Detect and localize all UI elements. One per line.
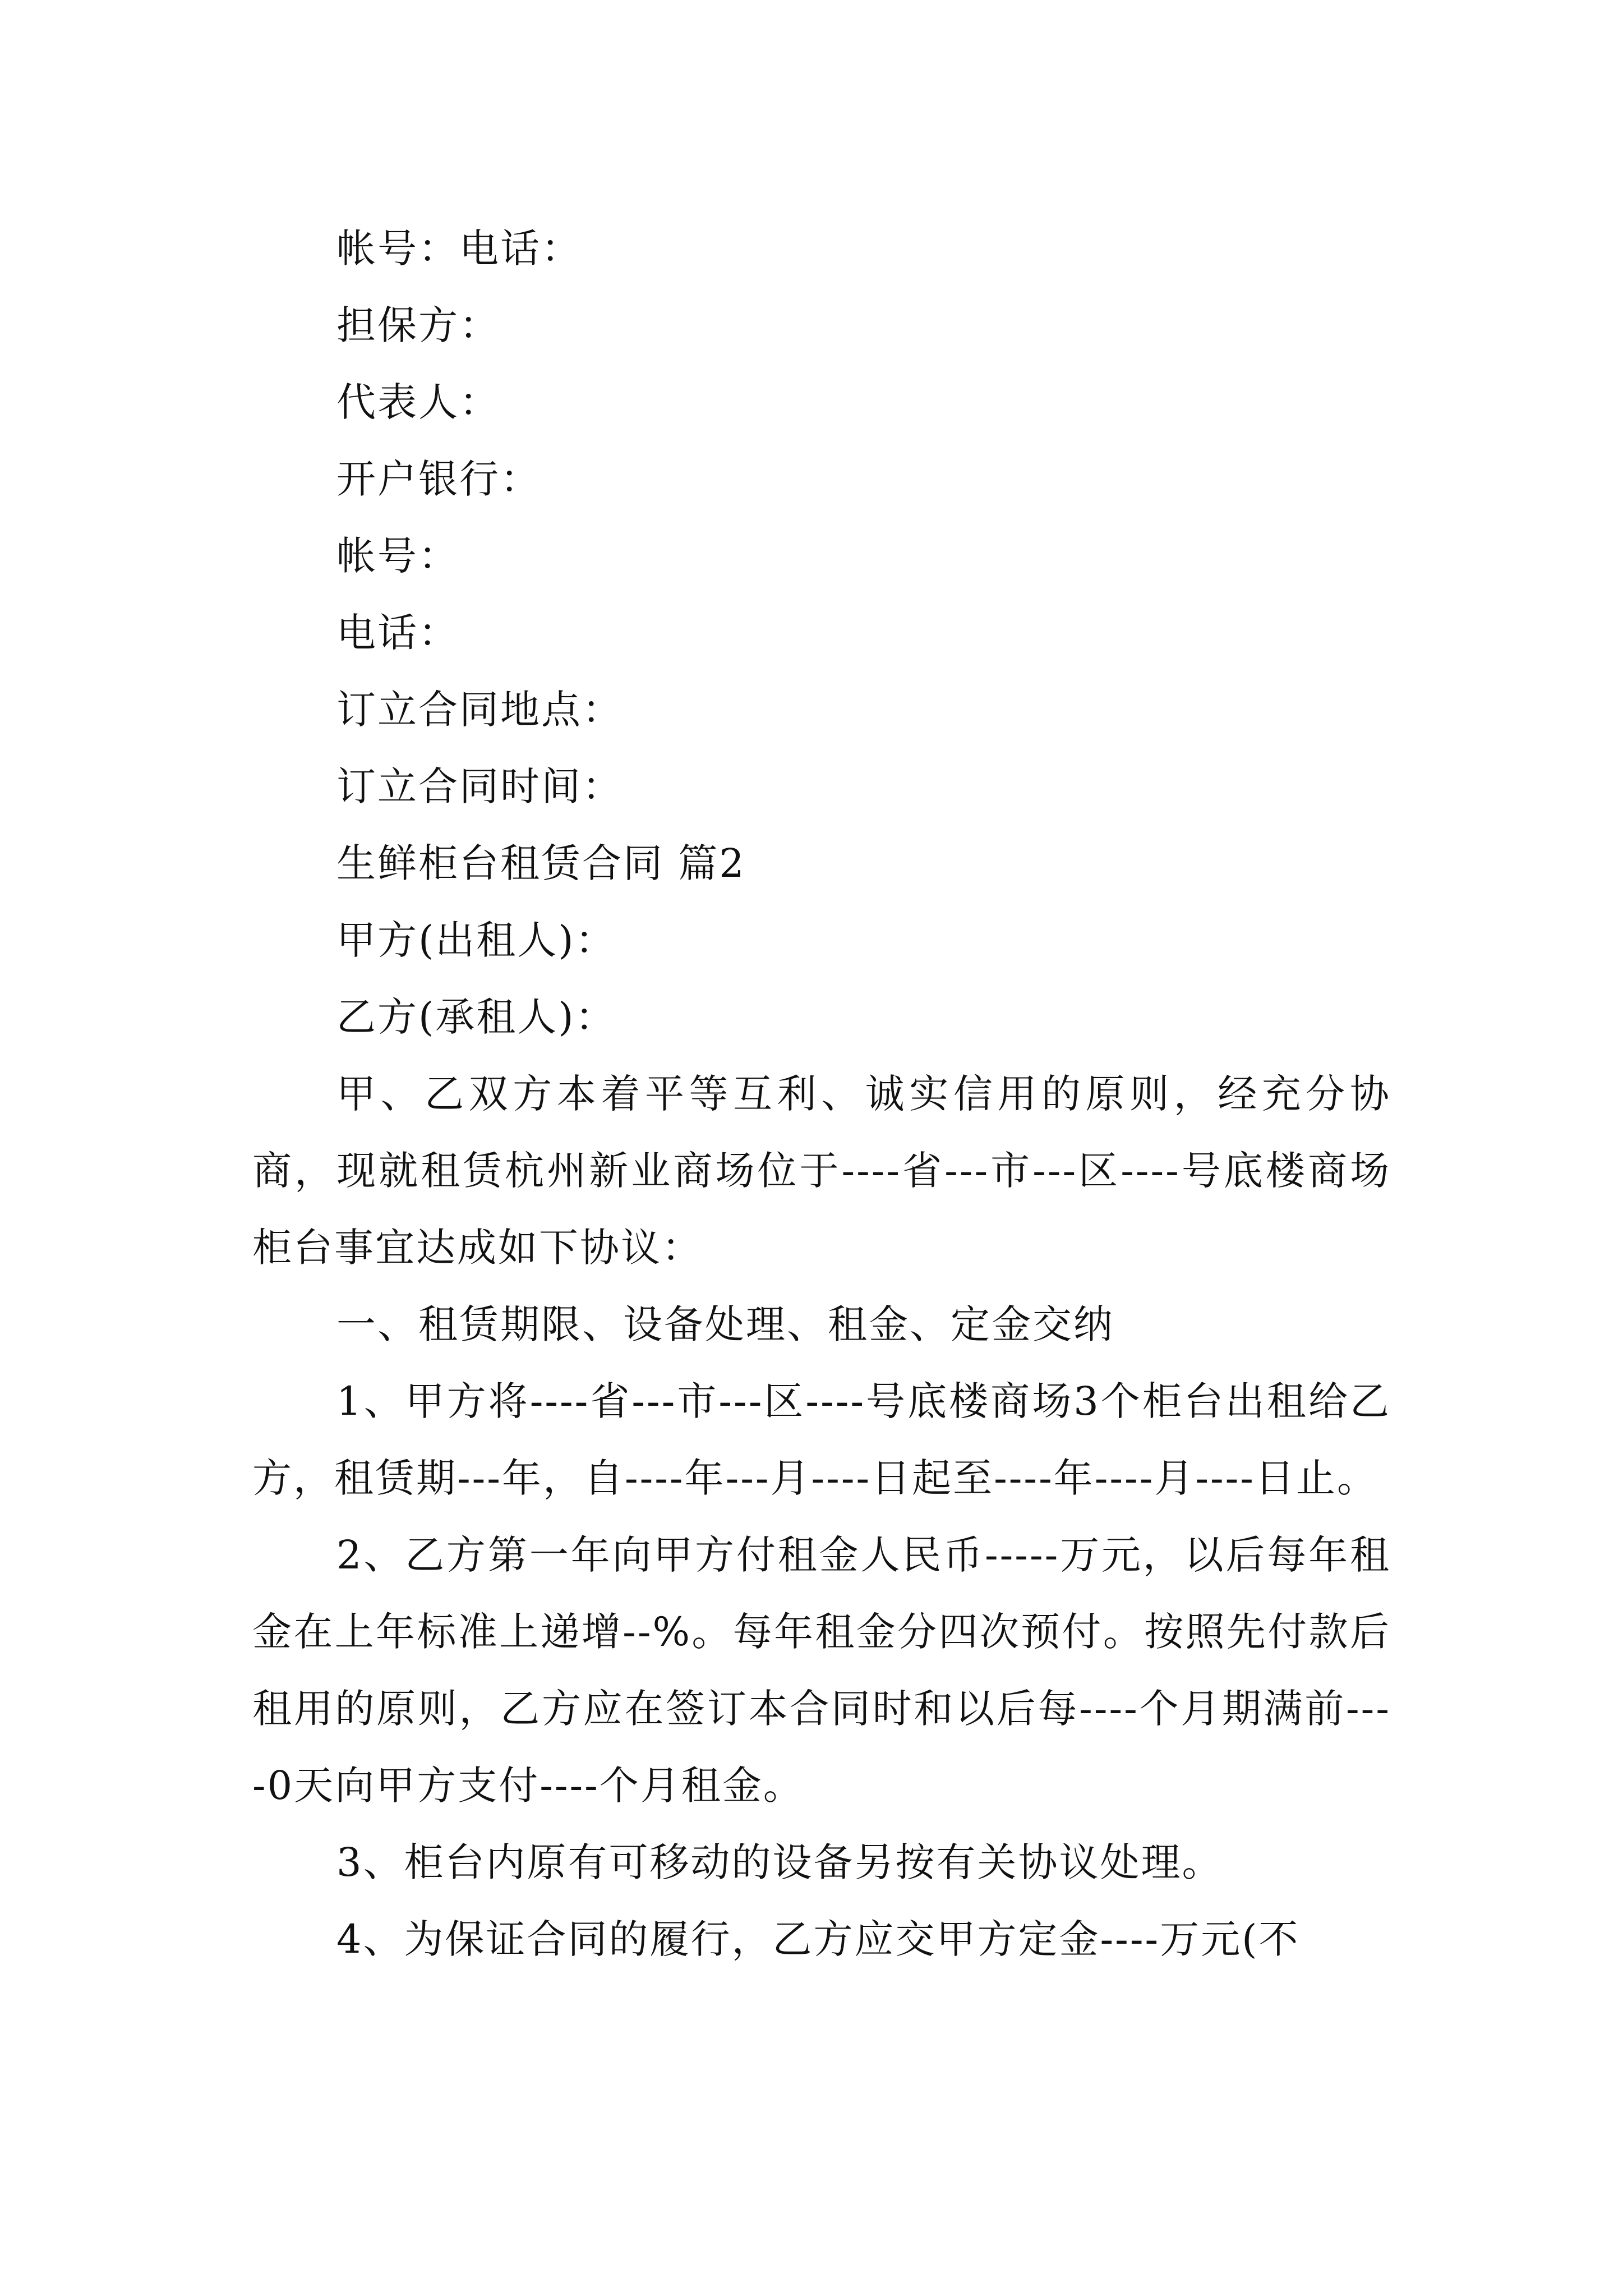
clause-2: 2、乙方第一年向甲方付租金人民币-----万元，以后每年租金在上年标准上递增--%。每年租金分四次预付。按照先付款后租用的原则，乙方应在签订本合同时和以后每----个月期满前----0天向甲方支付----个月租金。 — [252, 1532, 1391, 1809]
party-a-line: 甲方(出租人)： — [336, 917, 616, 963]
party-b-line: 乙方(承租人)： — [336, 994, 616, 1040]
representative-line: 代表人： — [336, 379, 500, 425]
account-line: 帐号： — [336, 533, 459, 579]
contract-text — [252, 210, 1391, 1978]
section-title: 生鲜柜台租赁合同 篇2 — [336, 840, 746, 886]
preamble-paragraph: 甲、乙双方本着平等互利、诚实信用的原则，经充分协商，现就租赁杭州新业商场位于----省---市---区----号底楼商场柜台事宜达成如下协议： — [252, 1071, 1391, 1271]
clause-3: 3、柜台内原有可移动的设备另按有关协议处理。 — [336, 1839, 1223, 1885]
phone-line: 电话： — [336, 610, 459, 656]
contract-place-line: 订立合同地点： — [336, 687, 623, 733]
bank-line: 开户银行： — [336, 456, 541, 502]
guarantor-line: 担保方： — [336, 302, 500, 348]
clause-4: 4、为保证合同的履行，乙方应交甲方定金----万元(不 — [336, 1916, 1300, 1962]
clause-1: 1、甲方将----省---市---区----号底楼商场3个柜台出租给乙方，租赁期---年，自----年---月----日起至----年----月----日止。 — [252, 1378, 1391, 1501]
clause-heading: 一、租赁期限、设备处理、租金、定金交纳 — [336, 1301, 1114, 1347]
account-phone-line: 帐号：电话： — [336, 226, 582, 272]
contract-time-line: 订立合同时间： — [336, 763, 623, 809]
